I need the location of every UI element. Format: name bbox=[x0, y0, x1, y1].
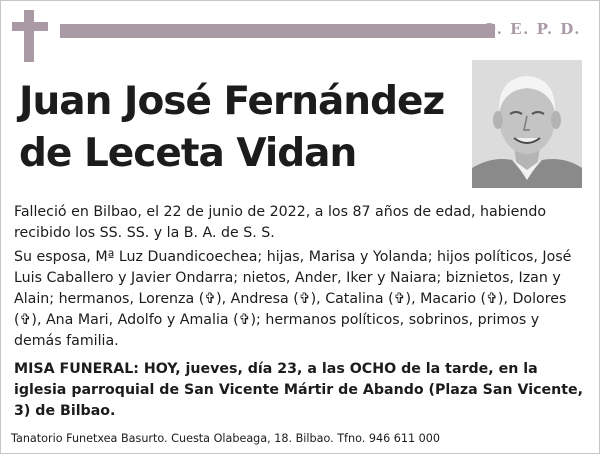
name-line-2: de Leceta Vidan bbox=[19, 131, 357, 176]
family-paragraph: Su esposa, Mª Luz Duandicoechea; hijas, Marisa y Yolanda; hijos políticos, José Luis Caballero y Javier Ondarra; nietos, Ander, Iker y Naiara; biznietos, Izan y Alain; hermanos, Lorenza (✞), Andresa (✞), Catalina (✞), Macario (✞), Dolores (✞), Ana Mari, Adolfo y Amalia (✞); hermanos políticos, sobrinos, primos y demás familia. bbox=[14, 249, 572, 349]
header-divider-bar bbox=[60, 24, 495, 38]
funeral-home-footer: Tanatorio Funetxea Basurto. Cuesta Olabeaga, 18. Bilbao. Tfno. 946 611 000 bbox=[11, 432, 441, 445]
death-notice-paragraph: Falleció en Bilbao, el 22 de junio de 2022, a los 87 años de edad, habiendo recibido los SS. SS. y la B. A. de S. S. bbox=[14, 204, 547, 241]
deceased-name bbox=[19, 76, 474, 180]
deceased-photo bbox=[472, 60, 582, 188]
name-line-1: Juan José Fernández bbox=[19, 79, 445, 124]
funeral-mass-paragraph: MISA FUNERAL: HOY, jueves, día 23, a las OCHO de la tarde, en la iglesia parroquial de San Vicente Mártir de Abando (Plaza San Vicente, 3) de Bilbao. bbox=[14, 361, 583, 419]
qepd-label: Q. E. P. D. bbox=[482, 20, 581, 38]
